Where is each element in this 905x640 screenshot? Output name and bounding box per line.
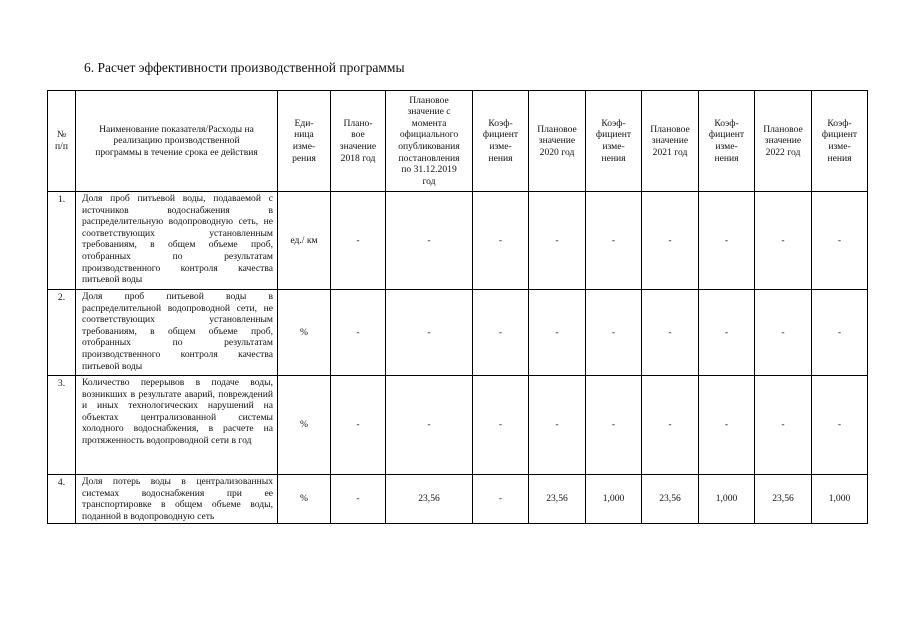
header-label: Плановое значение 2021 год xyxy=(650,123,690,158)
table-header xyxy=(48,91,868,192)
table-body xyxy=(48,192,868,524)
row-number: 4. xyxy=(48,475,76,524)
header-label: Коэф- фициент изме- нения xyxy=(821,117,858,164)
unit-cell: % xyxy=(278,290,331,376)
header-coef-2022 xyxy=(812,91,868,192)
table-row xyxy=(48,475,868,524)
header-plan-2018 xyxy=(331,91,386,192)
indicator-name: Доля потерь воды в централизованных системах водоснабжения при ее транспортировке в общем объеме воды, поданной в водопроводную сеть xyxy=(76,475,278,524)
header-label: Плановое значение 2020 год xyxy=(537,123,577,158)
value-cell: 1,000 xyxy=(812,475,868,524)
value-cell: - xyxy=(473,290,529,376)
value-cell: - xyxy=(529,290,586,376)
value-cell: - xyxy=(586,376,642,475)
value-cell: - xyxy=(699,376,755,475)
header-plan-2020 xyxy=(529,91,586,192)
header-coef-2020 xyxy=(586,91,642,192)
row-number: 2. xyxy=(48,290,76,376)
value-cell: - xyxy=(812,192,868,290)
header-label: Наименование показателя/Расходы на реализацию производственной программы в течение срока ее действия xyxy=(95,123,258,158)
value-cell: - xyxy=(755,192,812,290)
value-cell: - xyxy=(331,192,386,290)
value-cell: - xyxy=(642,290,699,376)
header-label: Коэф- фициент изме- нения xyxy=(595,117,632,164)
document-title: 6. Расчет эффективности производственной программы xyxy=(84,60,405,75)
value-cell: - xyxy=(642,192,699,290)
value-cell: - xyxy=(755,290,812,376)
header-unit xyxy=(278,91,331,192)
value-cell: - xyxy=(473,376,529,475)
value-cell: - xyxy=(529,376,586,475)
value-cell: 23,56 xyxy=(529,475,586,524)
table-row xyxy=(48,376,868,475)
header-label: Еди- ница изме- рения xyxy=(292,117,316,164)
value-cell: 1,000 xyxy=(586,475,642,524)
value-cell: 23,56 xyxy=(642,475,699,524)
value-cell: - xyxy=(473,192,529,290)
header-row xyxy=(48,91,868,192)
header-label: Плано- вое значение 2018 год xyxy=(339,117,377,164)
value-cell: - xyxy=(331,376,386,475)
value-cell: 23,56 xyxy=(755,475,812,524)
value-cell: - xyxy=(642,376,699,475)
value-cell: - xyxy=(386,192,473,290)
table-row xyxy=(48,192,868,290)
value-cell: - xyxy=(586,290,642,376)
indicator-name: Количество перерывов в подаче воды, возникших в результате аварий, повреждений и иных технологических нарушений на объектах централизованной системы холодного водоснабжения, в расчете на протяженность водопроводной сети в год xyxy=(76,376,278,475)
value-cell: - xyxy=(699,192,755,290)
indicator-name: Доля проб питьевой воды, подаваемой с источников водоснабжения в распределительную водопроводную сеть, не соответствующих установленным требованиям, в общем объеме проб, отобранных по результатам производственного контроля качества питьевой воды xyxy=(76,192,278,290)
header-plan-2021 xyxy=(642,91,699,192)
header-label: Плановое значение с момента официального опубликования постановления по 31.12.2019 год xyxy=(398,94,460,187)
value-cell: - xyxy=(812,290,868,376)
unit-cell: ед./ км xyxy=(278,192,331,290)
header-coef-2021 xyxy=(699,91,755,192)
unit-cell: % xyxy=(278,376,331,475)
value-cell: 23,56 xyxy=(386,475,473,524)
header-num xyxy=(48,91,76,192)
unit-cell: % xyxy=(278,475,331,524)
header-coef-2019 xyxy=(473,91,529,192)
value-cell: - xyxy=(331,475,386,524)
header-indicator-name xyxy=(76,91,278,192)
table-row xyxy=(48,290,868,376)
header-label: № п/п xyxy=(55,129,68,152)
value-cell: - xyxy=(699,290,755,376)
value-cell: - xyxy=(812,376,868,475)
efficiency-table xyxy=(47,90,868,524)
indicator-name: Доля проб питьевой воды в распределительной водопроводной сети, не соответствующих установленным требованиям, в общем объеме проб, отобранных по результатам производственного контроля качества питьевой воды xyxy=(76,290,278,376)
header-label: Коэф- фициент изме- нения xyxy=(708,117,745,164)
value-cell: 1,000 xyxy=(699,475,755,524)
value-cell: - xyxy=(586,192,642,290)
value-cell: - xyxy=(473,475,529,524)
row-number: 3. xyxy=(48,376,76,475)
header-label: Плановое значение 2022 год xyxy=(763,123,803,158)
value-cell: - xyxy=(386,290,473,376)
row-number: 1. xyxy=(48,192,76,290)
value-cell: - xyxy=(529,192,586,290)
value-cell: - xyxy=(755,376,812,475)
value-cell: - xyxy=(331,290,386,376)
header-plan-2022 xyxy=(755,91,812,192)
header-plan-2019 xyxy=(386,91,473,192)
header-label: Коэф- фициент изме- нения xyxy=(482,117,519,164)
value-cell: - xyxy=(386,376,473,475)
